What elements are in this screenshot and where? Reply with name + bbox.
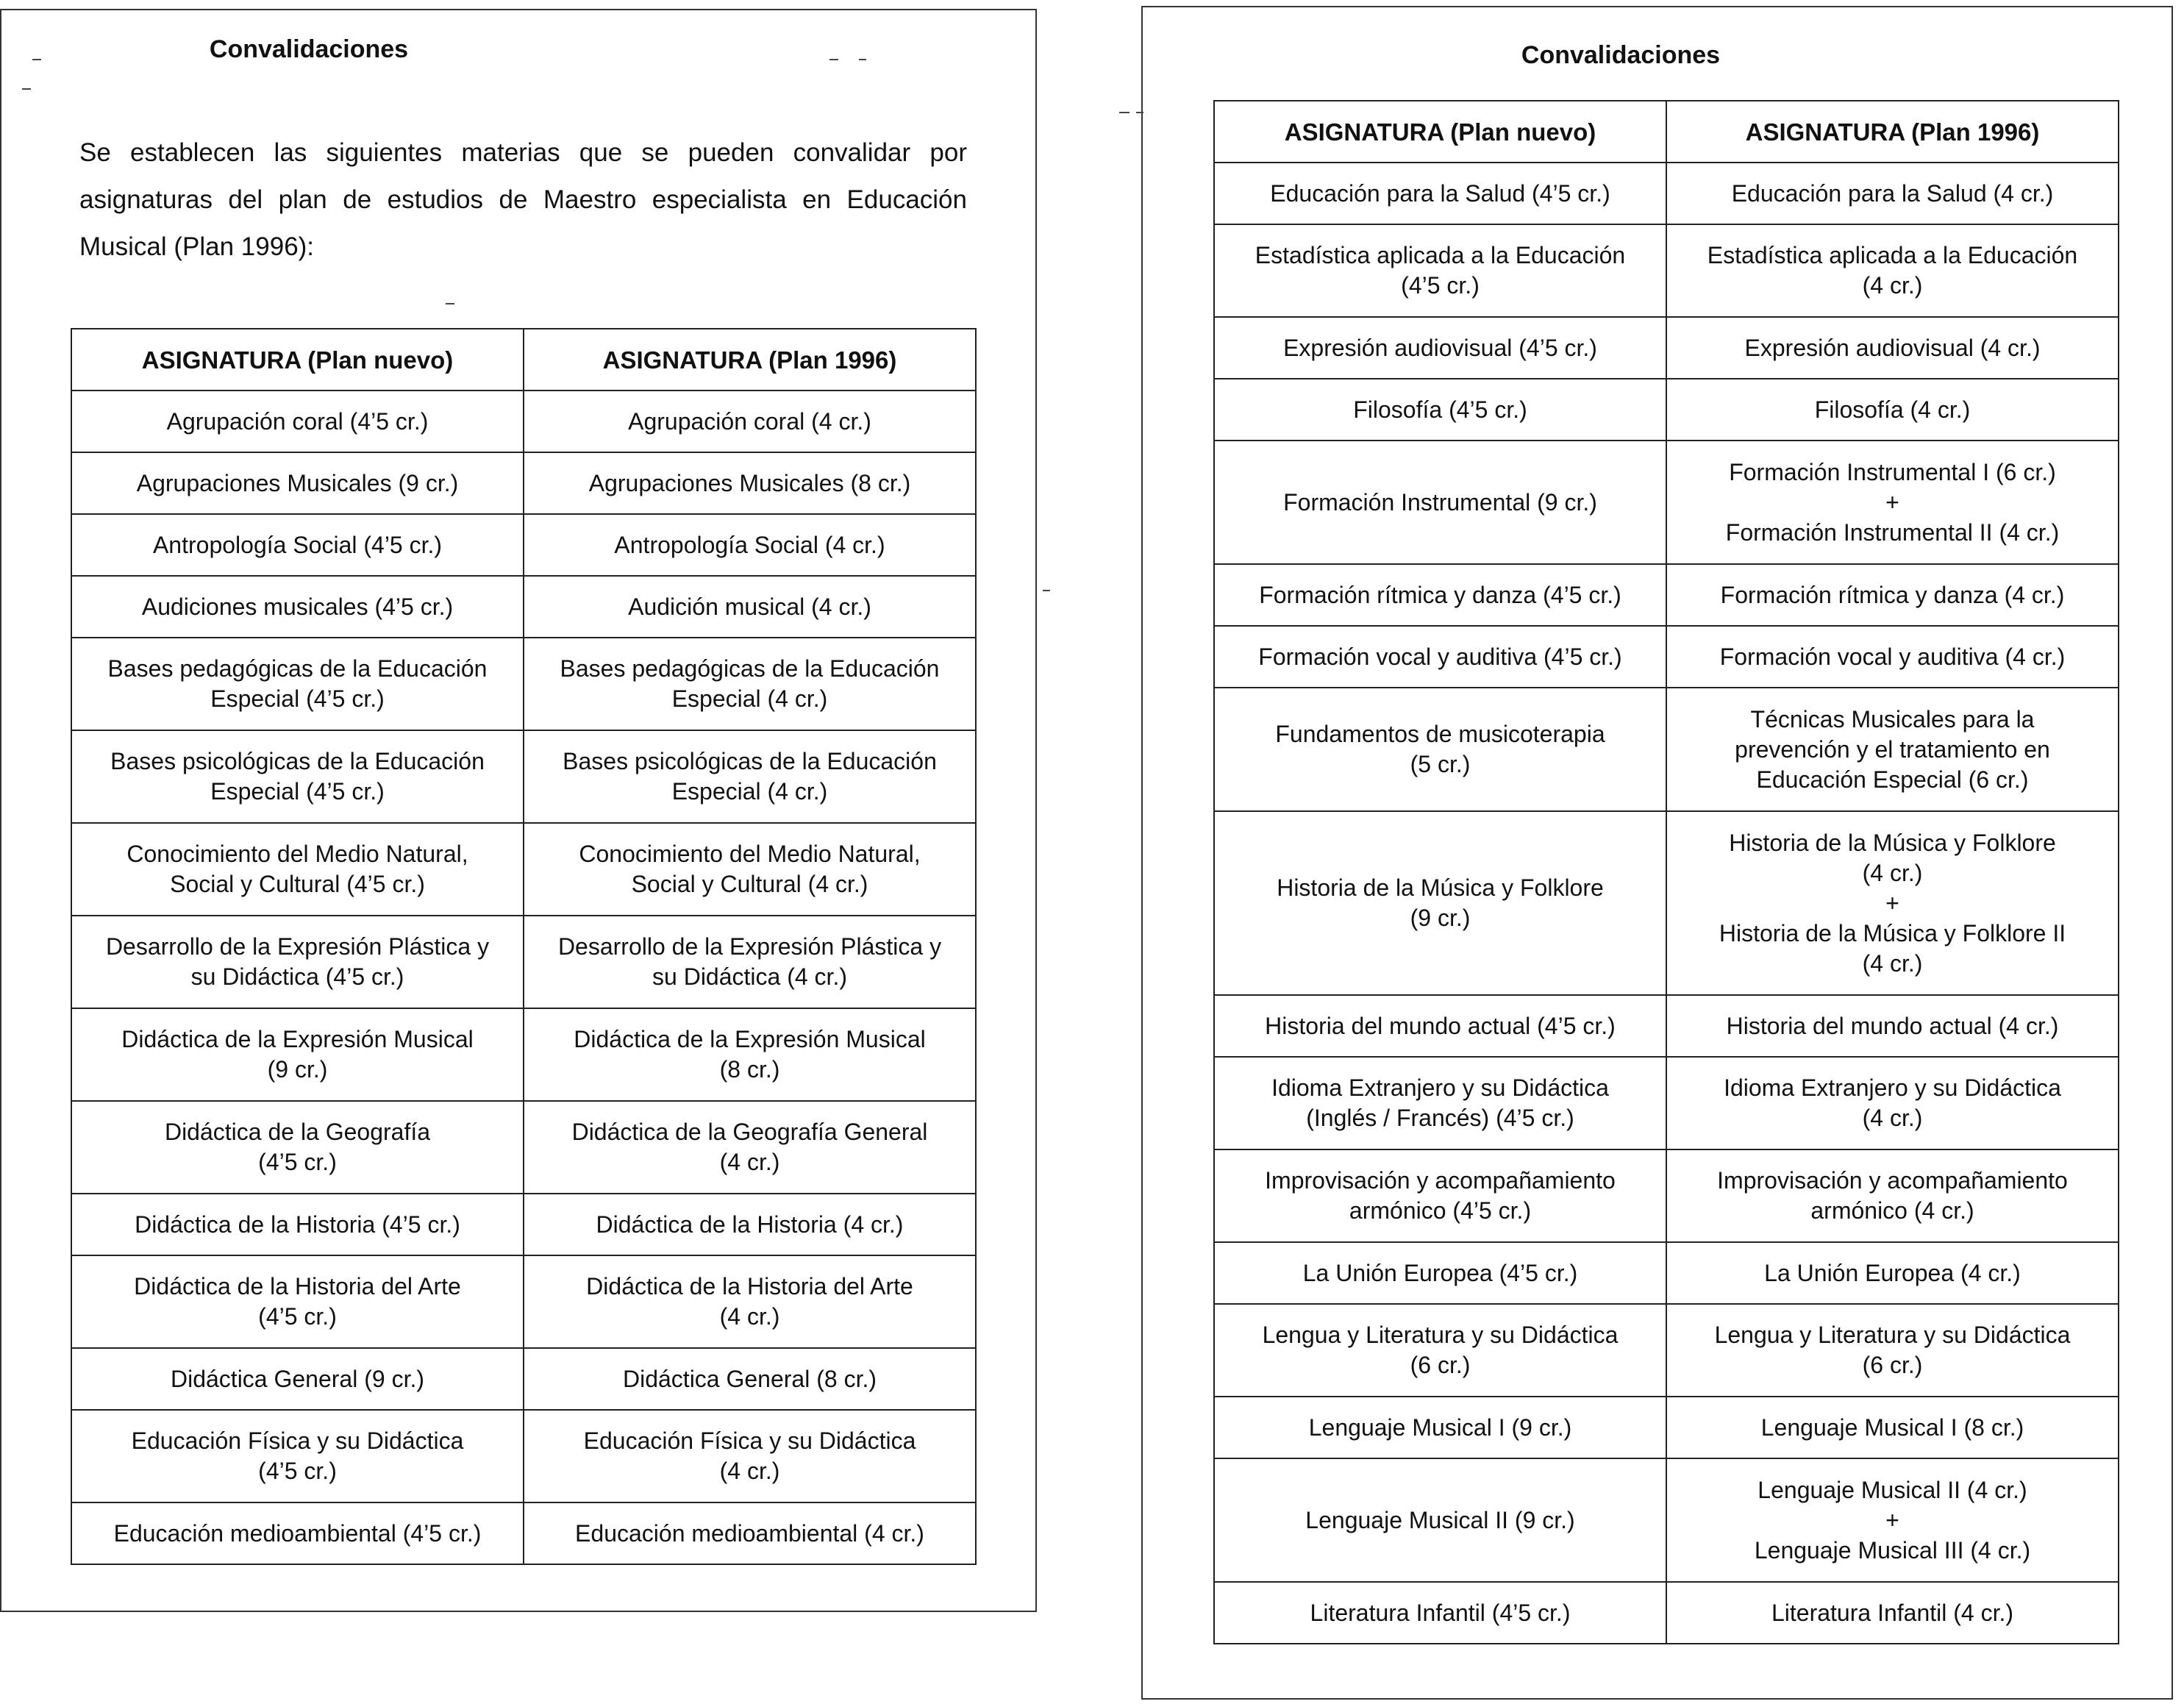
table-row <box>1214 163 2119 224</box>
cell-text-line: Audición musical (4 cr.) <box>628 593 871 620</box>
cell-text-line: + <box>1885 889 1899 916</box>
cell-plan-1996 <box>524 1502 976 1564</box>
cell-text-line: Lengua y Literatura y su Didáctica <box>1262 1322 1619 1348</box>
table-row <box>71 1194 976 1255</box>
cell-text-line: Desarrollo de la Expresión Plástica y <box>557 933 942 960</box>
cell-text-line: Idioma Extranjero y su Didáctica <box>1271 1074 1609 1101</box>
cell-text-line: Didáctica de la Historia (4’5 cr.) <box>135 1211 460 1238</box>
cell-text-line: Técnicas Musicales para la <box>1750 705 2035 732</box>
cell-text-line: Didáctica General (8 cr.) <box>622 1365 877 1392</box>
cell-text-line: Educación para la Salud (4 cr.) <box>1731 179 2054 207</box>
table-row <box>1214 1242 2119 1304</box>
table-header-row <box>1214 101 2119 163</box>
header-plan-nuevo: ASIGNATURA (Plan nuevo) <box>1214 101 1666 163</box>
table-row <box>71 823 976 916</box>
cell-plan-nuevo <box>71 823 524 916</box>
cell-text-line: Formación Instrumental I (6 cr.) <box>1729 458 2056 485</box>
cell-plan-nuevo <box>1214 317 1666 379</box>
cell-text-line: (6 cr.) <box>1410 1352 1471 1378</box>
cell-plan-1996 <box>524 916 976 1008</box>
cell-text-line: Historia de la Música y Folklore <box>1729 829 2056 856</box>
cell-text-line: Filosofía (4 cr.) <box>1814 396 1971 423</box>
cell-text-line: Historia de la Música y Folklore <box>1277 874 1604 901</box>
table-row <box>1214 995 2119 1057</box>
cell-text-line: Estadística aplicada a la Educación <box>1707 242 2078 268</box>
intro-paragraph: Se establecen las siguientes materias que se pueden convalidar por asignaturas del plan de estudios de Maestro especialista en Educación Musical (Plan 1996): <box>79 138 967 261</box>
cell-text-line: Agrupaciones Musicales (8 cr.) <box>588 469 911 496</box>
cell-plan-1996 <box>1666 626 2119 688</box>
table-row <box>71 1008 976 1101</box>
header-plan-nuevo: ASIGNATURA (Plan nuevo) <box>71 329 524 391</box>
cell-plan-nuevo <box>1214 224 1666 317</box>
cell-plan-nuevo <box>71 1101 524 1194</box>
cell-text-line: La Unión Europea (4’5 cr.) <box>1302 1259 1578 1286</box>
scan-mark <box>1136 112 1143 113</box>
table-row <box>1214 1458 2119 1582</box>
cell-text-line: Especial (4’5 cr.) <box>210 685 385 712</box>
cell-plan-nuevo <box>1214 1304 1666 1397</box>
cell-plan-nuevo <box>1214 1458 1666 1582</box>
cell-plan-1996 <box>1666 1397 2119 1458</box>
cell-text-line: Audiciones musicales (4’5 cr.) <box>141 593 454 620</box>
cell-text-line: Social y Cultural (4 cr.) <box>631 871 868 897</box>
cell-text-line: Educación Física y su Didáctica <box>131 1427 464 1454</box>
cell-plan-nuevo <box>71 391 524 452</box>
table-row <box>1214 317 2119 379</box>
cell-plan-nuevo <box>1214 1397 1666 1458</box>
cell-plan-1996 <box>1666 1582 2119 1644</box>
cell-text-line: (5 cr.) <box>1410 751 1471 777</box>
cell-text-line: Antropología Social (4’5 cr.) <box>152 531 443 558</box>
cell-text-line: Lenguaje Musical I (9 cr.) <box>1308 1414 1572 1441</box>
convalidation-table-right <box>1213 100 2119 1644</box>
scan-mark <box>1043 590 1050 591</box>
cell-text-line: (4’5 cr.) <box>258 1149 337 1175</box>
cell-plan-nuevo <box>71 452 524 514</box>
cell-plan-1996 <box>524 730 976 823</box>
cell-plan-1996 <box>524 638 976 730</box>
cell-plan-nuevo <box>71 1348 524 1410</box>
cell-text-line: Historia de la Música y Folklore II <box>1719 919 2066 947</box>
cell-text-line: (4’5 cr.) <box>258 1303 337 1330</box>
cell-text-line: armónico (4’5 cr.) <box>1349 1197 1532 1224</box>
cell-text-line: Conocimiento del Medio Natural, <box>126 841 468 867</box>
table-row <box>1214 1397 2119 1458</box>
table-row <box>1214 626 2119 688</box>
cell-plan-1996 <box>524 1348 976 1410</box>
cell-text-line: Educación medioambiental (4 cr.) <box>575 1519 924 1547</box>
right-document-page <box>1141 6 2173 1700</box>
cell-plan-nuevo <box>1214 995 1666 1057</box>
cell-text-line: Didáctica de la Historia del Arte <box>586 1273 913 1300</box>
cell-text-line: Antropología Social (4 cr.) <box>614 531 885 558</box>
cell-text-line: Educación Física y su Didáctica <box>583 1427 916 1454</box>
cell-text-line: Social y Cultural (4’5 cr.) <box>170 871 425 897</box>
scan-mark <box>446 303 454 304</box>
cell-text-line: Formación rítmica y danza (4’5 cr.) <box>1259 581 1621 608</box>
cell-text-line: Conocimiento del Medio Natural, <box>579 841 921 867</box>
cell-text-line: Educación Especial (6 cr.) <box>1756 766 2029 793</box>
page-title: Convalidaciones <box>1521 41 1721 69</box>
cell-text-line: Desarrollo de la Expresión Plástica y <box>105 933 490 960</box>
cell-plan-1996 <box>1666 564 2119 626</box>
cell-text-line: Fundamentos de musicoterapia <box>1275 721 1605 747</box>
cell-text-line: (4 cr.) <box>1862 272 1923 299</box>
table-row <box>71 514 976 576</box>
cell-plan-1996 <box>1666 441 2119 564</box>
cell-text-line: (9 cr.) <box>267 1056 328 1083</box>
cell-plan-nuevo <box>71 916 524 1008</box>
table-row <box>71 1348 976 1410</box>
cell-text-line: Lenguaje Musical II (9 cr.) <box>1305 1506 1575 1533</box>
cell-plan-1996 <box>524 452 976 514</box>
cell-plan-1996 <box>1666 163 2119 224</box>
table-row <box>71 638 976 730</box>
cell-plan-nuevo <box>1214 1057 1666 1149</box>
cell-text-line: Didáctica General (9 cr.) <box>170 1365 424 1392</box>
cell-plan-1996 <box>524 576 976 638</box>
cell-text-line: Agrupación coral (4 cr.) <box>628 407 871 435</box>
cell-text-line: (Inglés / Francés) (4’5 cr.) <box>1306 1105 1574 1131</box>
cell-text-line: armónico (4 cr.) <box>1810 1197 1974 1224</box>
cell-plan-nuevo <box>71 1255 524 1348</box>
cell-plan-nuevo <box>71 638 524 730</box>
cell-text-line: Expresión audiovisual (4’5 cr.) <box>1283 334 1597 361</box>
cell-text-line: Idioma Extranjero y su Didáctica <box>1724 1074 2061 1101</box>
cell-text-line: Literatura Infantil (4’5 cr.) <box>1310 1599 1571 1626</box>
cell-text-line: (4 cr.) <box>1862 1105 1923 1131</box>
cell-plan-1996 <box>524 1410 976 1502</box>
table-row <box>71 916 976 1008</box>
table-row <box>1214 1149 2119 1242</box>
cell-plan-nuevo <box>71 514 524 576</box>
cell-text-line: Didáctica de la Geografía <box>164 1119 431 1145</box>
page-title: Convalidaciones <box>209 35 409 63</box>
cell-text-line: Educación para la Salud (4’5 cr.) <box>1270 179 1610 207</box>
cell-text-line: Expresión audiovisual (4 cr.) <box>1744 334 2041 361</box>
table-row <box>1214 224 2119 317</box>
left-document-page <box>0 9 1037 1612</box>
cell-text-line: (4’5 cr.) <box>1401 272 1480 299</box>
cell-text-line: (4’5 cr.) <box>258 1458 337 1484</box>
table-row <box>1214 688 2119 811</box>
cell-plan-1996 <box>524 1194 976 1255</box>
cell-text-line: Lenguaje Musical I (8 cr.) <box>1760 1414 2024 1441</box>
cell-plan-1996 <box>1666 317 2119 379</box>
cell-text-line: (8 cr.) <box>719 1056 780 1083</box>
cell-text-line: Bases pedagógicas de la Educación <box>560 655 940 682</box>
header-plan-1996: ASIGNATURA (Plan 1996) <box>524 329 976 391</box>
cell-text-line: Improvisación y acompañamiento <box>1265 1167 1616 1194</box>
table-row <box>1214 811 2119 995</box>
cell-text-line: Bases psicológicas de la Educación <box>563 748 937 774</box>
table-row <box>71 1410 976 1502</box>
cell-text-line: + <box>1885 488 1899 516</box>
cell-text-line: Agrupación coral (4’5 cr.) <box>166 407 429 435</box>
cell-text-line: Formación vocal y auditiva (4’5 cr.) <box>1258 643 1622 670</box>
cell-text-line: (4 cr.) <box>719 1149 780 1175</box>
table-row <box>1214 1057 2119 1149</box>
cell-plan-1996 <box>1666 224 2119 317</box>
table-header-row <box>71 329 976 391</box>
cell-plan-1996 <box>524 1101 976 1194</box>
cell-plan-nuevo <box>71 730 524 823</box>
cell-plan-nuevo <box>71 576 524 638</box>
cell-plan-1996 <box>1666 811 2119 995</box>
cell-plan-1996 <box>1666 1242 2119 1304</box>
cell-text-line: Especial (4 cr.) <box>671 685 828 712</box>
cell-text-line: Historia del mundo actual (4’5 cr.) <box>1265 1012 1616 1039</box>
cell-text-line: + <box>1885 1506 1899 1533</box>
cell-text-line: su Didáctica (4 cr.) <box>652 963 847 990</box>
cell-text-line: Didáctica de la Historia del Arte <box>134 1273 461 1300</box>
cell-text-line: Improvisación y acompañamiento <box>1717 1167 2068 1194</box>
table-row <box>71 391 976 452</box>
cell-plan-1996 <box>1666 688 2119 811</box>
cell-plan-1996 <box>524 1255 976 1348</box>
cell-plan-nuevo <box>1214 688 1666 811</box>
cell-text-line: Bases pedagógicas de la Educación <box>107 655 488 682</box>
cell-text-line: Formación rítmica y danza (4 cr.) <box>1720 581 2065 608</box>
cell-plan-1996 <box>1666 1304 2119 1397</box>
cell-plan-1996 <box>524 823 976 916</box>
scan-mark <box>859 59 866 60</box>
cell-plan-1996 <box>1666 379 2119 441</box>
table-row <box>1214 564 2119 626</box>
cell-text-line: Especial (4 cr.) <box>671 778 828 805</box>
table-row <box>71 1502 976 1564</box>
cell-plan-nuevo <box>1214 1242 1666 1304</box>
header-plan-1996: ASIGNATURA (Plan 1996) <box>1666 101 2119 163</box>
cell-text-line: La Unión Europea (4 cr.) <box>1764 1259 2021 1286</box>
table-row <box>71 730 976 823</box>
cell-text-line: Agrupaciones Musicales (9 cr.) <box>136 469 459 496</box>
table-row <box>1214 441 2119 564</box>
cell-text-line: Lenguaje Musical II (4 cr.) <box>1757 1476 2027 1503</box>
cell-plan-nuevo <box>71 1194 524 1255</box>
cell-text-line: (6 cr.) <box>1862 1352 1923 1378</box>
cell-plan-nuevo <box>1214 1582 1666 1644</box>
table-row <box>1214 1304 2119 1397</box>
cell-text-line: Didáctica de la Expresión Musical <box>121 1026 474 1052</box>
cell-plan-nuevo <box>71 1410 524 1502</box>
cell-plan-nuevo <box>1214 564 1666 626</box>
cell-plan-nuevo <box>1214 1149 1666 1242</box>
cell-text-line: (9 cr.) <box>1410 905 1471 931</box>
cell-text-line: Didáctica de la Expresión Musical <box>574 1026 926 1052</box>
cell-text-line: Formación Instrumental (9 cr.) <box>1283 488 1597 516</box>
cell-text-line: Lengua y Literatura y su Didáctica <box>1714 1322 2071 1348</box>
cell-plan-nuevo <box>1214 626 1666 688</box>
cell-text-line: su Didáctica (4’5 cr.) <box>190 963 404 990</box>
cell-text-line: Formación Instrumental II (4 cr.) <box>1725 518 2060 546</box>
scan-mark <box>1119 112 1130 113</box>
cell-text-line: Especial (4’5 cr.) <box>210 778 385 805</box>
scan-mark <box>22 88 31 90</box>
cell-text-line: Estadística aplicada a la Educación <box>1255 242 1626 268</box>
table-row <box>1214 1582 2119 1644</box>
cell-plan-1996 <box>1666 1057 2119 1149</box>
cell-plan-nuevo <box>71 1502 524 1564</box>
cell-text-line: Educación medioambiental (4’5 cr.) <box>113 1519 482 1547</box>
cell-text-line: Historia del mundo actual (4 cr.) <box>1726 1012 2059 1039</box>
cell-text-line: Bases psicológicas de la Educación <box>110 748 485 774</box>
cell-plan-1996 <box>524 514 976 576</box>
cell-text-line: (4 cr.) <box>719 1303 780 1330</box>
cell-text-line: (4 cr.) <box>1862 949 1923 977</box>
cell-plan-1996 <box>524 391 976 452</box>
table-row <box>71 1255 976 1348</box>
cell-text-line: Lenguaje Musical III (4 cr.) <box>1754 1536 2031 1564</box>
cell-plan-1996 <box>524 1008 976 1101</box>
table-row <box>71 452 976 514</box>
cell-plan-nuevo <box>1214 441 1666 564</box>
cell-plan-nuevo <box>1214 163 1666 224</box>
cell-text-line: Formación vocal y auditiva (4 cr.) <box>1719 643 2066 670</box>
cell-text-line: (4 cr.) <box>1862 859 1923 886</box>
cell-plan-nuevo <box>1214 379 1666 441</box>
cell-text-line: Didáctica de la Geografía General <box>571 1119 928 1145</box>
table-row <box>71 576 976 638</box>
cell-text-line: (4 cr.) <box>719 1458 780 1484</box>
cell-plan-nuevo <box>71 1008 524 1101</box>
scan-mark <box>32 59 41 60</box>
cell-text-line: Literatura Infantil (4 cr.) <box>1771 1599 2014 1626</box>
cell-plan-1996 <box>1666 1149 2119 1242</box>
scan-mark <box>829 59 838 60</box>
cell-text-line: Didáctica de la Historia (4 cr.) <box>596 1211 904 1238</box>
cell-plan-nuevo <box>1214 811 1666 995</box>
convalidation-table-left <box>71 328 977 1565</box>
table-row <box>1214 379 2119 441</box>
cell-plan-1996 <box>1666 995 2119 1057</box>
cell-text-line: prevención y el tratamiento en <box>1735 735 2050 763</box>
cell-text-line: Filosofía (4’5 cr.) <box>1353 396 1527 423</box>
cell-plan-1996 <box>1666 1458 2119 1582</box>
table-row <box>71 1101 976 1194</box>
